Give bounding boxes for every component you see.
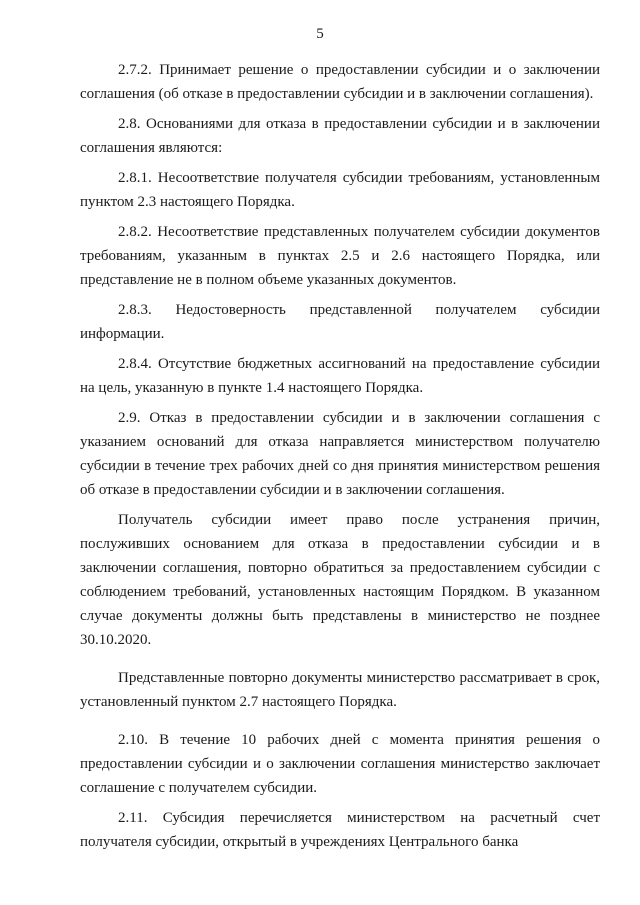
document-body: [80, 58, 600, 860]
paragraph-resubmitted-documents: Представленные повторно документы министерство рассматривает в срок, установленный пунктом 2.7 настоящего Порядка.: [80, 670, 600, 710]
paragraph-2-8-2: 2.8.2. Несоответствие представленных получателем субсидии документов требованиям, указанным в пунктах 2.5 и 2.6 настоящего Порядка, или представление не в полном объеме указанных документов.: [80, 224, 600, 288]
paragraph-2-8-3: 2.8.3. Недостоверность представленной получателем субсидии информации.: [80, 302, 600, 342]
paragraph-2-8: 2.8. Основаниями для отказа в предоставлении субсидии и в заключении соглашения являются:: [80, 116, 600, 156]
paragraph-2-10: 2.10. В течение 10 рабочих дней с момента принятия решения о предоставлении субсидии и о заключении соглашения министерство заключает соглашение с получателем субсидии.: [80, 732, 600, 796]
paragraph-2-8-4: 2.8.4. Отсутствие бюджетных ассигнований на предоставление субсидии на цель, указанную в пункте 1.4 настоящего Порядка.: [80, 356, 600, 396]
page-number: 5: [316, 26, 324, 42]
paragraph-recipient-right: Получатель субсидии имеет право после устранения причин, послуживших основанием для отказа в предоставлении субсидии и в заключении соглашения, повторно обратиться за предоставлением субсидии с соблюдением требований, установленных настоящим Порядком. В указанном случае документы должны быть представлены в министерство не позднее 30.10.2020.: [80, 512, 600, 648]
paragraph-2-7-2: 2.7.2. Принимает решение о предоставлении субсидии и о заключении соглашения (об отказе в предоставлении субсидии и в заключении соглашения).: [80, 62, 600, 102]
paragraph-2-9: 2.9. Отказ в предоставлении субсидии и в заключении соглашения с указанием оснований для отказа направляется министерством получателю субсидии в течение трех рабочих дней со дня принятия министерством решения об отказе в предоставлении субсидии и в заключении соглашения.: [80, 410, 600, 498]
paragraph-2-11: 2.11. Субсидия перечисляется министерством на расчетный счет получателя субсидии, открытый в учреждениях Центрального банка: [80, 810, 600, 850]
paragraph-2-8-1: 2.8.1. Несоответствие получателя субсидии требованиям, установленным пунктом 2.3 настоящего Порядка.: [80, 170, 600, 210]
